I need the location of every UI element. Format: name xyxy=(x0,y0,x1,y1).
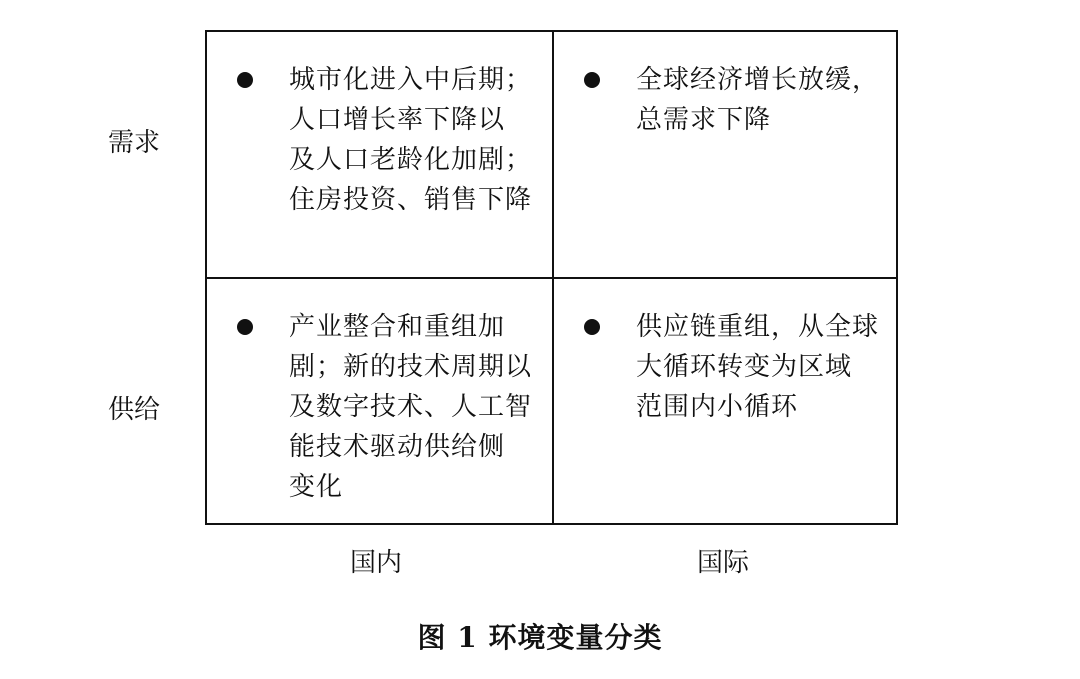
bullet-icon xyxy=(237,319,253,335)
cell-text: 供应链重组，从全球 大循环转变为区域 范围内小循环 xyxy=(636,312,880,422)
column-label-domestic: 国内 xyxy=(350,548,403,578)
cell-text: 全球经济增长放缓， 总需求下降 xyxy=(636,65,880,135)
cell-supply-international xyxy=(554,279,898,525)
row-label-demand: 需求 xyxy=(108,128,161,158)
column-label-international: 国际 xyxy=(697,548,750,578)
figure-caption: 图 1 环境变量分类 xyxy=(417,621,663,654)
cell-demand-domestic xyxy=(207,32,552,277)
cell-text: 城市化进入中后期； 人口增长率下降以 及人口老龄化加剧； 住房投资、销售下降 xyxy=(289,65,533,215)
bullet-icon xyxy=(584,319,600,335)
cell-demand-international xyxy=(554,32,898,277)
row-label-supply: 供给 xyxy=(108,395,161,425)
cell-supply-domestic xyxy=(207,279,552,525)
bullet-icon xyxy=(237,72,253,88)
cell-text: 产业整合和重组加 剧；新的技术周期以 及数字技术、人工智 能技术驱动供给侧 变化 xyxy=(289,312,533,502)
matrix-grid xyxy=(205,30,898,525)
bullet-icon xyxy=(584,72,600,88)
